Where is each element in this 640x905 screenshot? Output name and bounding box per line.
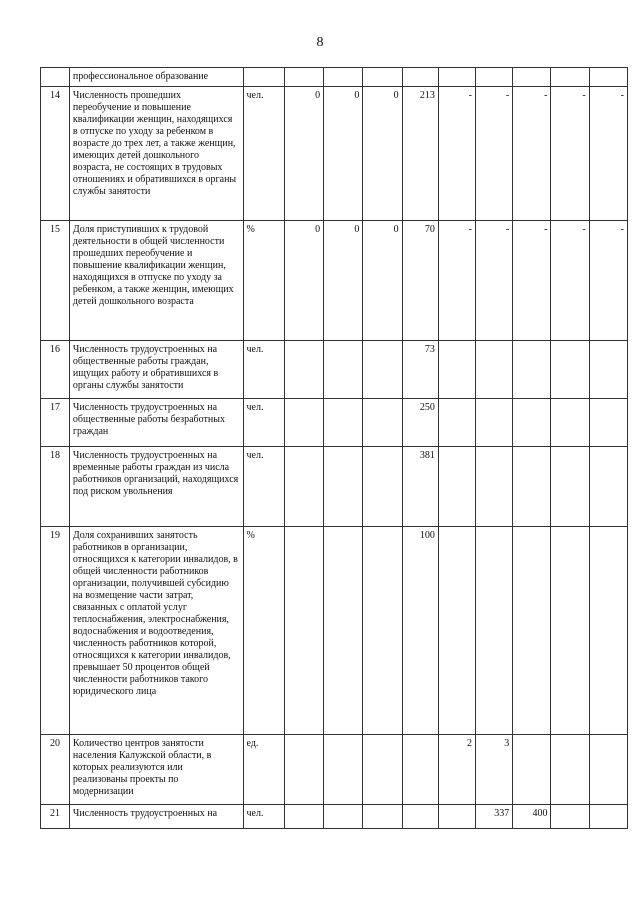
value-cell [551,341,589,399]
value-cell [284,527,323,735]
value-cell [589,805,627,829]
value-cell [284,68,323,87]
value-cell [284,399,323,447]
row-number-cell: 14 [41,87,70,221]
value-cell [589,341,627,399]
value-cell [284,447,323,527]
value-cell [284,805,323,829]
value-cell [363,68,402,87]
value-cell: - [476,87,513,221]
value-cell [476,399,513,447]
table-row [41,341,628,399]
unit-cell: чел. [243,805,284,829]
value-cell [589,527,627,735]
value-cell [438,399,475,447]
value-cell [513,399,551,447]
indicator-name-cell: Количество центров занятости населения Калужской области, в которых реализуются или реализованы проекты по модернизации [69,735,243,805]
indicators-table [40,67,628,829]
row-number-cell: 16 [41,341,70,399]
value-cell: - [476,221,513,341]
row-number-cell: 20 [41,735,70,805]
value-cell [551,68,589,87]
value-cell: 3 [476,735,513,805]
value-cell [324,447,363,527]
value-cell [513,68,551,87]
value-cell: 213 [402,87,438,221]
value-cell [476,341,513,399]
value-cell: 100 [402,527,438,735]
value-cell [363,447,402,527]
table-row [41,221,628,341]
row-number-cell: 17 [41,399,70,447]
value-cell: 70 [402,221,438,341]
table-row [41,735,628,805]
value-cell [438,805,475,829]
unit-cell: чел. [243,87,284,221]
table-row [41,399,628,447]
value-cell [363,527,402,735]
value-cell [402,805,438,829]
value-cell [402,735,438,805]
value-cell [551,527,589,735]
value-cell: 0 [284,221,323,341]
value-cell [324,68,363,87]
value-cell [284,735,323,805]
row-number-cell: 18 [41,447,70,527]
table-row [41,805,628,829]
value-cell [551,735,589,805]
value-cell [513,447,551,527]
value-cell: 0 [363,87,402,221]
value-cell [438,527,475,735]
value-cell: - [589,221,627,341]
value-cell: - [551,87,589,221]
value-cell [324,399,363,447]
row-number-cell [41,68,70,87]
value-cell [476,447,513,527]
value-cell [324,805,363,829]
value-cell: 0 [284,87,323,221]
value-cell [324,341,363,399]
value-cell [284,341,323,399]
indicator-name-cell: Численность трудоустроенных на [69,805,243,829]
value-cell [402,68,438,87]
unit-cell: % [243,527,284,735]
value-cell [438,68,475,87]
page-number: 8 [316,35,324,50]
indicator-name-cell: Численность прошедших переобучение и повышение квалификации женщин, находящихся в отпуске по уходу за ребенком в возрасте до трех лет, а также женщин, имеющих детей дошкольного возраста, не состоящих в трудовых отношениях и обратившихся в органы службы занятости [69,87,243,221]
value-cell [438,341,475,399]
value-cell [324,735,363,805]
row-number-cell: 19 [41,527,70,735]
unit-cell [243,68,284,87]
value-cell [324,527,363,735]
value-cell: 0 [363,221,402,341]
value-cell [363,735,402,805]
value-cell [589,399,627,447]
value-cell: - [513,87,551,221]
unit-cell: чел. [243,341,284,399]
value-cell: 337 [476,805,513,829]
indicator-name-cell: Доля сохранивших занятость работников в организации, относящихся к категории инвалидов, в общей численности работников организации, получившей субсидию на возмещение части затрат, связанных с оплатой услуг теплоснабжения, электроснабжения, водоснабжения и водоотведения, численность работников которой, относящихся к категории инвалидов, превышает 50 процентов общей численности работников такого юридического лица [69,527,243,735]
unit-cell: % [243,221,284,341]
indicator-name-cell: профессиональное образование [69,68,243,87]
value-cell [363,341,402,399]
unit-cell: чел. [243,399,284,447]
table-row [41,447,628,527]
value-cell [551,447,589,527]
value-cell [589,68,627,87]
value-cell: 0 [324,221,363,341]
value-cell: 250 [402,399,438,447]
row-number-cell: 21 [41,805,70,829]
unit-cell: чел. [243,447,284,527]
value-cell: - [513,221,551,341]
value-cell: - [589,87,627,221]
value-cell [438,447,475,527]
indicator-name-cell: Доля приступивших к трудовой деятельности в общей численности прошедших переобучение и повышение квалификации женщин, находящихся в отпуске по уходу за ребенком, а также женщин, имеющих детей дошкольного возраста [69,221,243,341]
value-cell: 0 [324,87,363,221]
value-cell: - [438,87,475,221]
table-row [41,87,628,221]
value-cell [476,68,513,87]
indicator-name-cell: Численность трудоустроенных на временные работы граждан из числа работников организаций, находящихся под риском увольнения [69,447,243,527]
value-cell: - [438,221,475,341]
value-cell [476,527,513,735]
table-row [41,68,628,87]
value-cell [363,805,402,829]
value-cell [589,735,627,805]
value-cell: 381 [402,447,438,527]
value-cell [513,341,551,399]
row-number-cell: 15 [41,221,70,341]
value-cell [363,399,402,447]
value-cell: 2 [438,735,475,805]
value-cell: - [551,221,589,341]
value-cell [589,447,627,527]
value-cell [551,399,589,447]
value-cell: 400 [513,805,551,829]
value-cell [513,735,551,805]
value-cell [513,527,551,735]
indicator-name-cell: Численность трудоустроенных на общественные работы граждан, ищущих работу и обратившихся в органы службы занятости [69,341,243,399]
indicator-name-cell: Численность трудоустроенных на общественные работы безработных граждан [69,399,243,447]
table-body [41,68,628,829]
unit-cell: ед. [243,735,284,805]
table-row [41,527,628,735]
value-cell: 73 [402,341,438,399]
value-cell [551,805,589,829]
